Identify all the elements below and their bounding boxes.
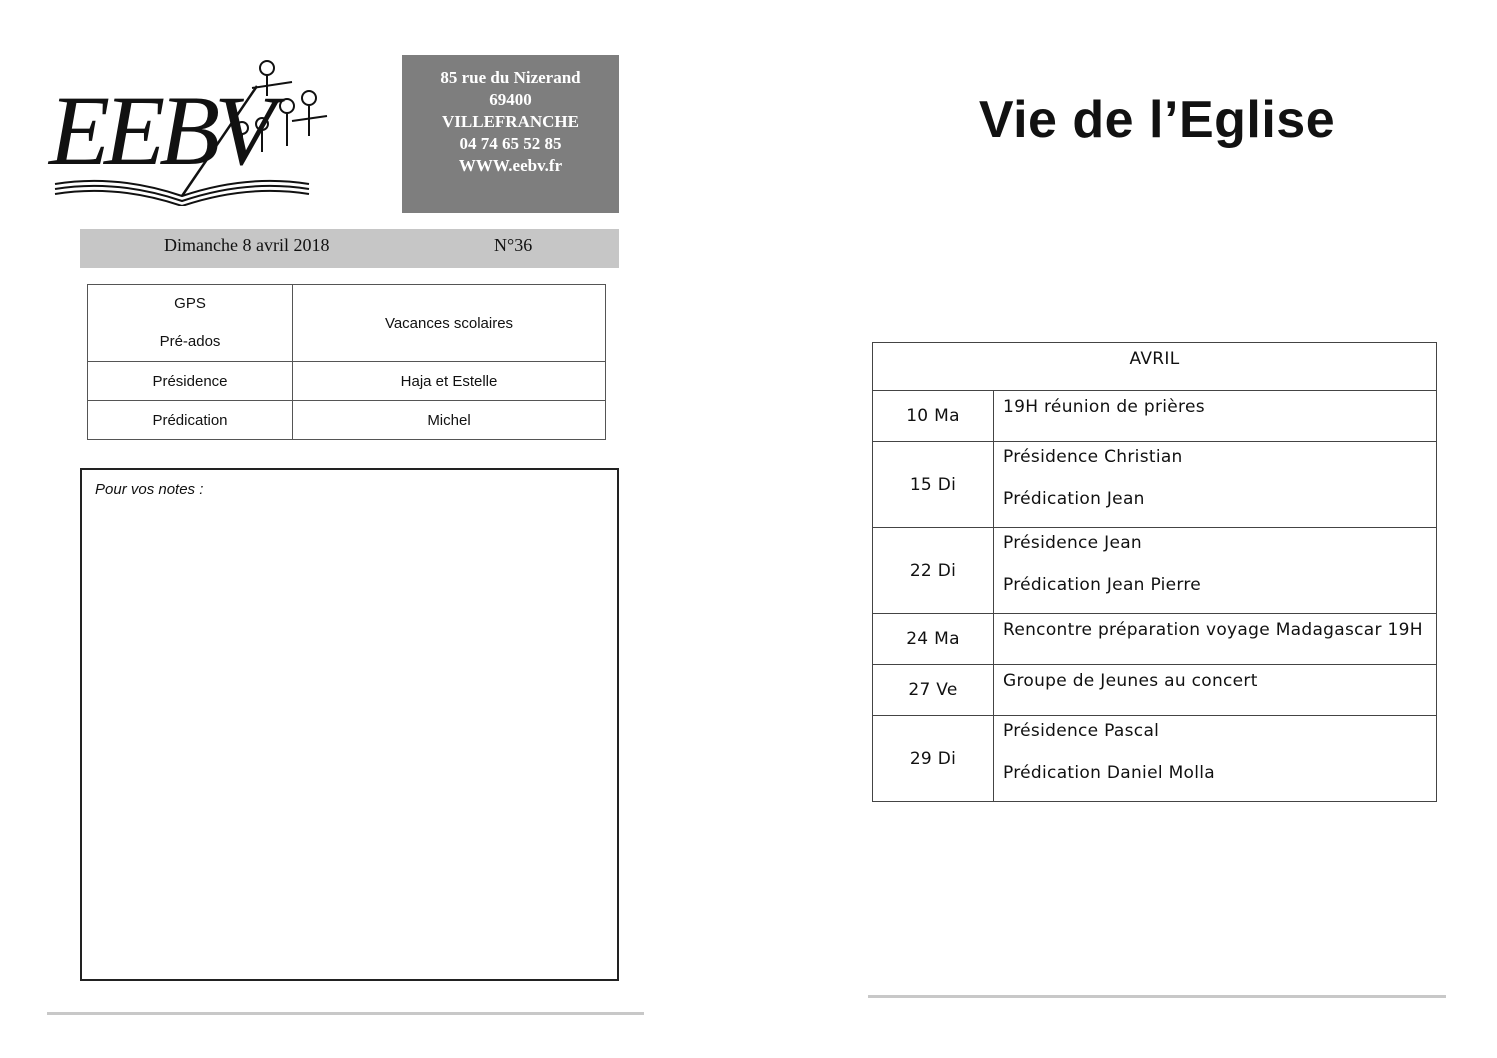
notes-label: Pour vos notes : — [95, 481, 204, 498]
table-header-row — [873, 343, 1437, 391]
event-line: Prédication Jean Pierre — [1003, 574, 1202, 595]
event-day: 29 Di — [873, 716, 994, 802]
event-day: 24 Ma — [873, 614, 994, 665]
role-value: Michel — [293, 401, 606, 440]
event-details — [994, 716, 1437, 802]
role-label-gps: GPS — [174, 295, 206, 312]
event-line: Présidence Jean — [1003, 532, 1143, 553]
book-figures-icon — [47, 46, 347, 206]
table-row — [873, 665, 1437, 716]
role-label-cell — [88, 285, 293, 362]
event-line: 19H réunion de prières — [1003, 397, 1205, 417]
role-value: Vacances scolaires — [293, 285, 606, 362]
role-label: Présidence — [88, 362, 293, 401]
page-title: Vie de l’Eglise — [978, 91, 1336, 149]
bulletin-date: Dimanche 8 avril 2018 — [164, 235, 330, 255]
table-row — [873, 391, 1437, 442]
table-row — [88, 362, 606, 401]
event-line: Présidence Pascal — [1003, 720, 1160, 741]
event-details — [994, 665, 1437, 716]
bulletin-back-page — [868, 60, 1446, 998]
events-table — [872, 342, 1437, 802]
roles-table — [87, 284, 606, 440]
address-street: 85 rue du Nizerand — [440, 68, 581, 87]
event-line: Présidence Christian — [1003, 446, 1183, 467]
date-bar — [80, 229, 619, 268]
address-phone: 04 74 65 52 85 — [459, 134, 562, 153]
event-line: Groupe de Jeunes au concert — [1003, 671, 1258, 691]
role-label-preados: Pré-ados — [159, 333, 221, 350]
bulletin-front-page — [47, 46, 644, 1015]
church-logo — [47, 46, 347, 206]
table-row — [873, 528, 1437, 614]
month-header: AVRIL — [873, 343, 1437, 391]
event-line: Rencontre préparation voyage Madagascar 19H — [1003, 620, 1423, 640]
notes-box — [80, 468, 619, 981]
event-details — [994, 442, 1437, 528]
table-row — [873, 716, 1437, 802]
address-postcode: 69400 — [489, 90, 532, 109]
event-day: 10 Ma — [873, 391, 994, 442]
address-box — [402, 55, 619, 213]
event-day: 15 Di — [873, 442, 994, 528]
event-day: 22 Di — [873, 528, 994, 614]
table-row — [88, 285, 606, 362]
table-row — [873, 442, 1437, 528]
event-day: 27 Ve — [873, 665, 994, 716]
event-details — [994, 528, 1437, 614]
logo-text: EEBV — [49, 75, 270, 186]
table-row — [88, 401, 606, 440]
event-line: Prédication Jean — [1003, 488, 1145, 509]
role-label: Prédication — [88, 401, 293, 440]
address-city: VILLEFRANCHE — [442, 112, 579, 131]
issue-number: N°36 — [494, 235, 533, 255]
role-value: Haja et Estelle — [293, 362, 606, 401]
event-details — [994, 614, 1437, 665]
address-website: WWW.eebv.fr — [458, 156, 563, 175]
event-line: Prédication Daniel Molla — [1003, 762, 1215, 783]
table-row — [873, 614, 1437, 665]
event-details — [994, 391, 1437, 442]
